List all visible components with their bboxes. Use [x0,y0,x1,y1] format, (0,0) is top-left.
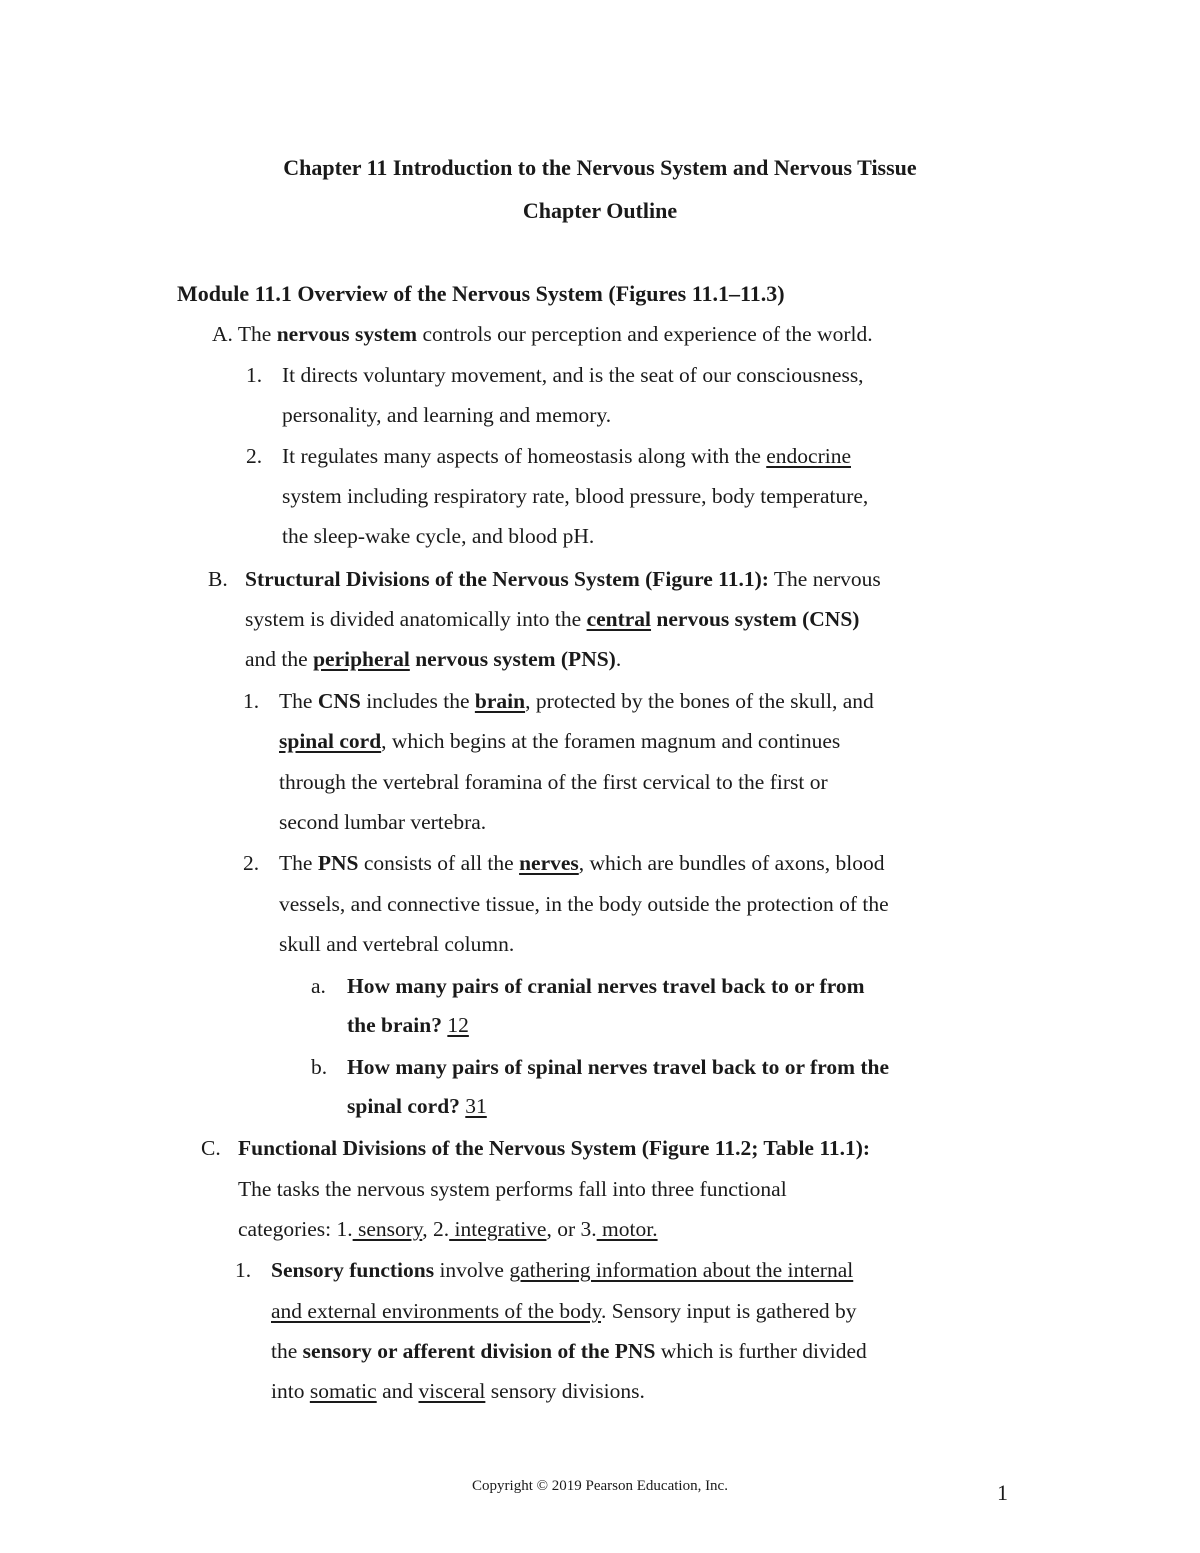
text: consists of all the [358,851,520,875]
text: controls our perception and experience of the world. [417,322,873,346]
outline-item-c-line3 [238,1215,658,1243]
text: into [271,1379,310,1403]
outline-item-a [212,320,873,348]
outline-item-b1-marker: 1. [243,689,260,713]
text: the [271,1339,303,1363]
question-cranial-line2 [347,1011,469,1039]
text: the brain? [347,1013,442,1037]
outline-item-b-line1 [245,565,881,593]
outline-item-c1-line4 [271,1377,645,1405]
question-spinal-line1: How many pairs of spinal nerves travel back to or from the [347,1055,890,1079]
text: , protected by the bones of the skull, and [525,689,874,713]
text: , or 3. [546,1217,597,1241]
outline-item-a2-line2: system including respiratory rate, blood pressure, body temperature, [282,484,869,508]
page-number: 1 [997,1480,1008,1505]
term-endocrine: endocrine [766,444,851,468]
outline-item-b1-line4: second lumbar vertebra. [279,810,487,834]
question-cranial-line1: How many pairs of cranial nerves travel back to or from [347,974,865,998]
outline-item-b-marker: B. [208,567,228,591]
text: and the [245,647,314,671]
text: nervous system (CNS) [651,607,860,631]
outline-item-b2b-marker: b. [311,1055,328,1079]
text: , 2. [422,1217,450,1241]
text: The nervous [768,567,881,591]
answer-spinal: 31 [465,1094,487,1118]
outline-item-c-marker: C. [201,1136,221,1160]
term-pns: PNS [317,851,359,875]
heading-functional-divisions: Functional Divisions of the Nervous System (Figure 11.2; Table 11.1): [238,1136,871,1160]
text: involve [434,1258,510,1282]
outline-item-b2a-marker: a. [311,974,326,998]
term-spinal-cord: spinal cord [279,729,382,753]
outline-item-b2-line1 [279,849,885,877]
term-cns: CNS [317,689,361,713]
term-sensory-functions: Sensory functions [271,1258,435,1282]
text: which is further divided [655,1339,867,1363]
copyright-footer: Copyright © 2019 Pearson Education, Inc. [472,1478,728,1494]
term-nervous-system: nervous system [276,322,418,346]
text: , which are bundles of axons, blood [578,851,885,875]
term-peripheral: peripheral [313,647,410,671]
answer-sensory: sensory [352,1217,423,1241]
text: The [279,851,318,875]
outline-item-c1-line2 [271,1297,857,1325]
outline-item-a1-marker: 1. [246,363,263,387]
text: sensory divisions. [485,1379,645,1403]
text: The [279,689,318,713]
answer-visceral: visceral [418,1379,486,1403]
answer-motor: motor. [596,1217,658,1241]
outline-item-c-line2: The tasks the nervous system performs fall into three functional [238,1177,787,1201]
text: The [237,322,277,346]
heading-structural-divisions: Structural Divisions of the Nervous System (Figure 11.1): [245,567,769,591]
text: . Sensory input is gathered by [600,1299,857,1323]
answer-environments: and external environments of the body [271,1299,601,1323]
answer-cranial: 12 [447,1013,469,1037]
outline-item-c1-marker: 1. [235,1258,252,1282]
outline-item-b1-line2 [279,727,840,755]
answer-integrative: integrative [449,1217,547,1241]
outline-item-a2-line3: the sleep-wake cycle, and blood pH. [282,524,595,548]
outline-item-b-line3 [245,645,621,673]
outline-item-c1-line3 [271,1337,867,1365]
outline-item-b-line2 [245,605,859,633]
outline-item-a2-marker: 2. [246,444,263,468]
answer-gathering-information: gathering information about the internal [509,1258,854,1282]
text: system is divided anatomically into the [245,607,587,631]
question-spinal-line2 [347,1092,487,1120]
text: It regulates many aspects of homeostasis along with the [282,444,767,468]
text: includes the [360,689,475,713]
outline-item-a1-line2: personality, and learning and memory. [282,403,612,427]
term-afferent-division: sensory or afferent division of the PNS [302,1339,656,1363]
text: nervous system (PNS) [409,647,616,671]
text: spinal cord? [347,1094,460,1118]
outline-item-b2-line2: vessels, and connective tissue, in the body outside the protection of the [279,892,889,916]
text: categories: 1. [238,1217,353,1241]
term-central: central [586,607,652,631]
term-nerves: nerves [519,851,579,875]
text: and [376,1379,419,1403]
text: , which begins at the foramen magnum and continues [381,729,841,753]
answer-somatic: somatic [309,1379,377,1403]
item-marker: A. [212,322,233,346]
outline-item-b2-line3: skull and vertebral column. [279,932,515,956]
text: . [615,647,622,671]
outline-item-c1-line1 [271,1256,853,1284]
outline-item-a1-line1: It directs voluntary movement, and is the seat of our consciousness, [282,363,864,387]
outline-item-b1-line1 [279,687,874,715]
chapter-title: Chapter 11 Introduction to the Nervous System and Nervous Tissue [283,155,917,180]
module-heading: Module 11.1 Overview of the Nervous System (Figures 11.1–11.3) [177,281,785,306]
outline-item-b2-marker: 2. [243,851,260,875]
outline-item-a2-line1 [282,442,851,470]
outline-item-b1-line3: through the vertebral foramina of the first cervical to the first or [279,770,828,794]
term-brain: brain [474,689,526,713]
chapter-subtitle: Chapter Outline [522,198,678,223]
